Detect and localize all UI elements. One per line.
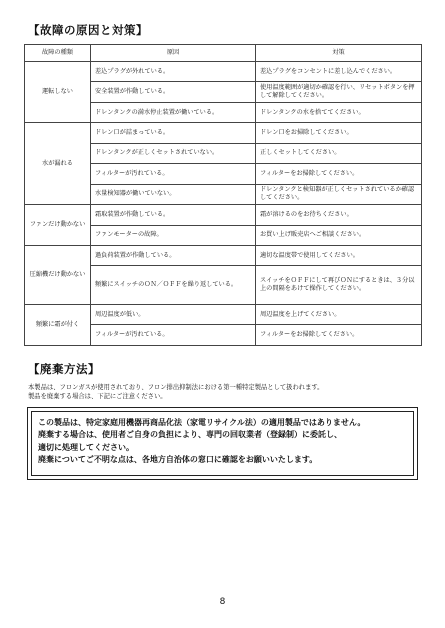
header-remedy: 対策 [256,45,422,62]
remedy-cell: 霜が溶けるのをお待ちください。 [256,205,422,225]
cause-cell: 霜取装置が作動している。 [91,205,256,225]
fault-type: 頻繁に霜が付く [25,305,91,346]
cause-cell: 差込プラグが外れている。 [91,62,256,82]
cause-cell: フィルターが汚れている。 [91,325,256,346]
remedy-cell: フィルターをお掃除してください。 [256,164,422,184]
cause-cell: 水量検知器が働いていない。 [91,184,256,204]
cause-cell: 頻繁にスイッチのＯＮ／ＯＦＦを繰り返している。 [91,266,256,305]
table-row [25,305,422,325]
table-row [25,245,422,265]
disposal-intro [28,383,420,401]
cause-cell: ドレン口が詰まっている。 [91,123,256,143]
fault-type: 圧縮機だけ動かない [25,245,91,304]
remedy-cell: フィルターをお掃除してください。 [256,325,422,346]
table-row [25,205,422,225]
notice-line: 適切に処理してください。 [38,442,134,452]
remedy-cell: お買い上げ販売店へご相談ください。 [256,225,422,245]
troubleshooting-title: 【故障の原因と対策】 [28,23,148,37]
fault-type: 水が漏れる [25,123,91,205]
disposal-notice-inner [31,411,414,476]
table-row [25,123,422,143]
header-cause: 原因 [91,45,256,62]
fault-type: ファンだけ動かない [25,205,91,246]
cause-cell: 安全装置が作動している。 [91,82,256,102]
cause-cell: 過負荷装置が作動している。 [91,245,256,265]
disposal-notice-box [27,407,418,480]
intro-line: 本製品は、フロンガスが使用されており、フロン排出抑制法における第一種特定製品として扱われます。 [28,384,324,391]
remedy-cell: 差込プラグをコンセントに差し込んでください。 [256,62,422,82]
remedy-cell: 周辺温度を上げてください。 [256,305,422,325]
header-type: 故障の種類 [25,45,91,62]
page-number: 8 [219,597,226,607]
cause-cell: ドレンタンクの満水停止装置が働いている。 [91,102,256,122]
remedy-cell: 適切な温度帯で使用してください。 [256,245,422,265]
notice-line: この製品は、特定家庭用機器再商品化法（家電リサイクル法）の適用製品ではありません。 [38,418,366,427]
cause-cell: ドレンタンクが正しくセットされていない。 [91,143,256,163]
cause-cell: フィルターが汚れている。 [91,164,256,184]
remedy-cell: ドレン口をお掃除してください。 [256,123,422,143]
remedy-cell: スイッチをＯＦＦにして再びＯＮにするときは、３分以上の間隔をあけて操作してください。 [256,266,422,305]
fault-type: 運転しない [25,62,91,123]
remedy-cell: 使用温度範囲が適切か確認を行い、リセットボタンを押して解除してください。 [256,82,422,102]
remedy-cell: ドレンタンクの水を捨ててください。 [256,102,422,122]
disposal-title: 【廃棄方法】 [28,362,100,376]
cause-cell: ファンモーターの故障。 [91,225,256,245]
intro-line: 製品を廃棄する場合は、下記にご注意ください。 [28,393,167,401]
remedy-cell: 正しくセットしてください。 [256,143,422,163]
notice-line: 廃棄する場合は、使用者ご自身の負担により、専門の回収業者（登録制）に委託し、 [38,430,342,440]
notice-line: 廃棄についてご不明な点は、各地方自治体の窓口に確認をお願いいたします。 [38,455,318,465]
cause-cell: 周辺温度が低い。 [91,305,256,325]
troubleshooting-table [24,44,422,346]
table-row [25,62,422,82]
remedy-cell: ドレンタンクと検知器が正しくセットされているか確認してください。 [256,184,422,204]
